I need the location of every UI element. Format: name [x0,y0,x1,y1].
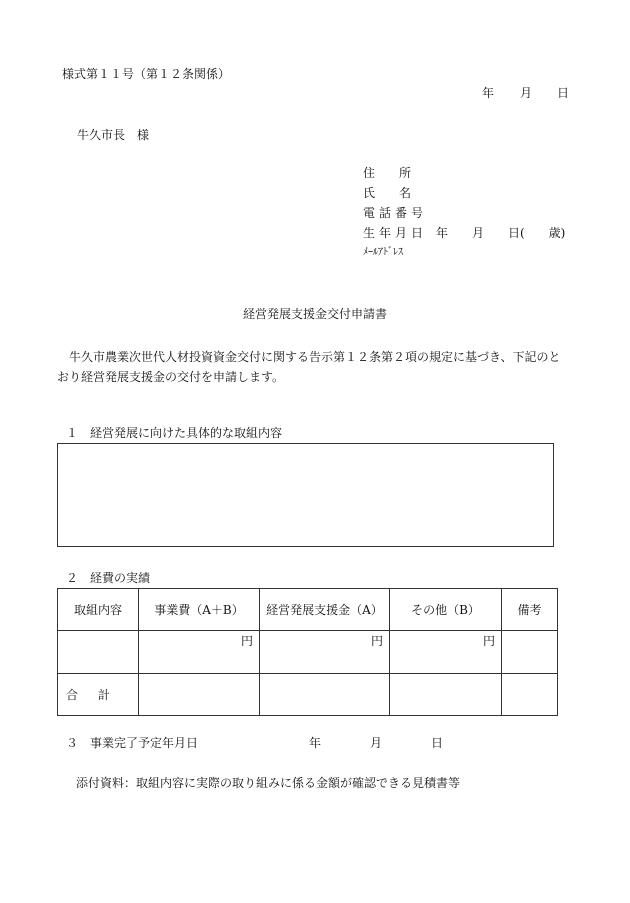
cost-table-header [58,589,558,631]
completion-year: 年 [309,736,322,750]
date-day: 日 [557,86,570,100]
col-header-support-amount: 経営発展支援金（A） [260,589,390,631]
section1-heading: １ 経営発展に向けた具体的な取組内容 [66,426,283,440]
body-paragraph: 牛久市農業次世代人材投資資金交付に関する告示第１２条第２項の規定に基づき、下記のとおり経営発展支援金の交付を申請します。 [57,350,561,384]
birth-label: 生年月日 [363,226,428,240]
total-project-cost[interactable] [139,674,260,716]
table-row-total [58,674,558,716]
phone-label: 電話番号 [363,206,428,220]
col-header-content: 取組内容 [58,589,139,631]
completion-day: 日 [431,736,444,750]
addressee: 牛久市長 様 [77,128,150,142]
cell-content[interactable] [58,631,139,674]
attachment-note: 添付資料：取組内容に実際の取り組みに係る金額が確認できる見積書等 [76,776,461,790]
col-header-other: その他（B） [390,589,502,631]
cell-support-amount[interactable]: 円 [260,631,390,674]
document-title: 経営発展支援金交付申請書 [242,307,387,321]
email-label: ﾒｰﾙｱﾄﾞﾚｽ [363,247,403,258]
cell-other[interactable]: 円 [390,631,502,674]
table-row [58,631,558,674]
section3-heading: ３ 事業完了予定年月日 [66,736,199,750]
date-year: 年 [482,86,495,100]
total-support-amount[interactable] [260,674,390,716]
birth-fields: 年 月 日( 歳) [436,226,566,240]
name-label: 氏 名 [363,186,412,200]
initiative-details-box[interactable] [57,443,554,547]
col-header-remarks: 備考 [502,589,558,631]
cell-project-cost[interactable]: 円 [139,631,260,674]
form-number: 様式第１１号（第１２条関係） [62,67,231,81]
cell-remarks[interactable] [502,631,558,674]
total-remarks[interactable] [502,674,558,716]
completion-month: 月 [370,736,383,750]
date-month: 月 [520,86,533,100]
col-header-project-cost: 事業費（A＋B） [139,589,260,631]
total-label: 合計 [58,674,139,716]
section2-heading: ２ 経費の実績 [66,571,151,585]
address-label: 住 所 [363,166,412,180]
cost-table [57,588,558,716]
total-other[interactable] [390,674,502,716]
